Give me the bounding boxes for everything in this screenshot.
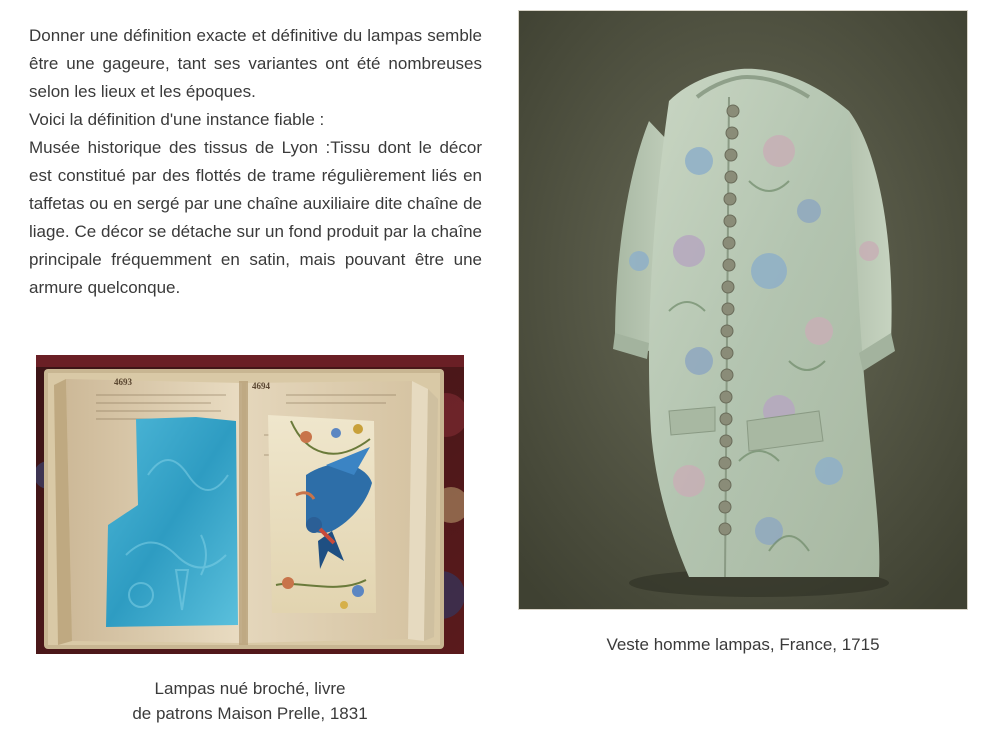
coat-caption <box>519 632 967 657</box>
paragraph-intro: Donner une définition exacte et définitive du lampas semble être une gageure, tant ses variantes ont été nombreuses selon les lieux et les époques. <box>29 26 482 101</box>
pattern-book-illustration <box>36 355 464 654</box>
coat-caption-text: Veste homme lampas, France, 1715 <box>606 635 880 654</box>
page-number-left: 4693 <box>114 377 132 387</box>
page-number-right: 4694 <box>252 381 270 391</box>
paragraph-definition-lead: Voici la définition d'une instance fiable : <box>29 110 325 129</box>
lampas-coat-photo <box>519 11 967 609</box>
lampas-coat-illustration <box>519 11 967 609</box>
pattern-book-photo <box>36 355 464 654</box>
pattern-book-caption <box>36 676 464 726</box>
pattern-book-caption-line1: Lampas nué broché, livre <box>154 679 346 698</box>
article-text <box>29 22 482 302</box>
paragraph-definition: Musée historique des tissus de Lyon :Tissu dont le décor est constitué par des flottés de trame régulièrement liés en taffetas ou en sergé par une chaîne auxiliaire dite chaîne de liage. Ce décor se détache sur un fond produit par la chaîne principale fréquemment en satin, mais pouvant être une armure quelconque. <box>29 138 482 297</box>
pattern-book-caption-line2: de patrons Maison Prelle, 1831 <box>132 704 368 723</box>
